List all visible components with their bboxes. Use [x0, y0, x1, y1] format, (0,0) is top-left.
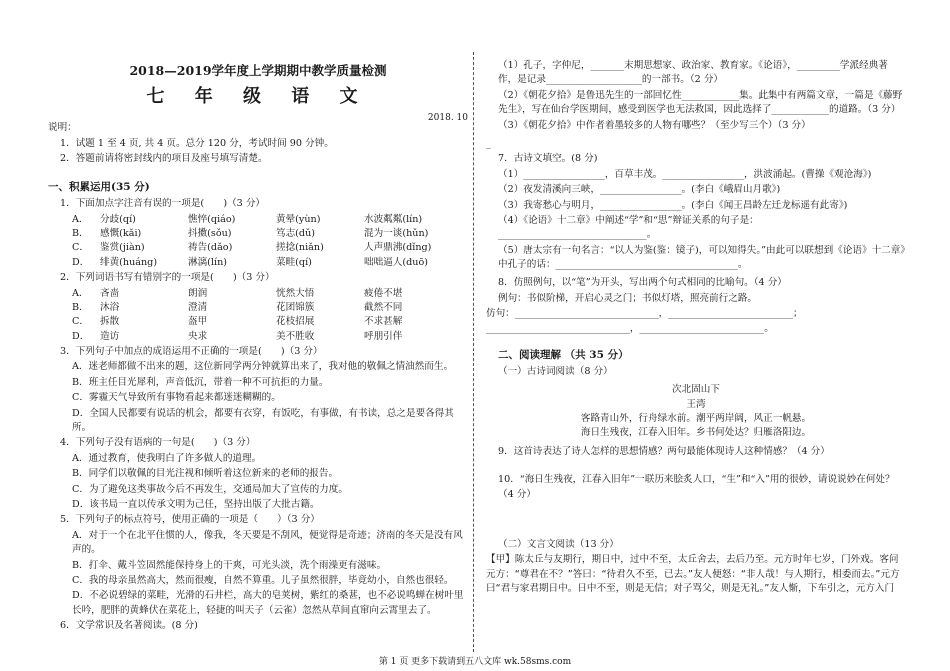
right-column [486, 58, 906, 597]
poem-line: 海日生残夜，江春入旧年。乡书何处达？归雁洛阳边。 [580, 427, 812, 439]
q7-item-3: （3）我寄愁心与明月，_________________。(李白《闻王昌龄左迁龙标遥有此寄》) [498, 199, 848, 211]
question-stem: 5．下列句子的标点符号，使用正确的一项是（ ）（3 分） [60, 514, 320, 526]
option-row [48, 256, 468, 270]
question-stem: 1．下面加点字注音有误的一项是( )（3 分） [60, 198, 266, 210]
option-letter: D． [72, 256, 90, 268]
q7-item-2: （2）夜发清溪向三峡，_________________。(李白《峨眉山月歌》) [498, 184, 781, 196]
option-letter: D． [72, 330, 90, 342]
poem-title: 次北固山下 [672, 384, 720, 396]
option-word: 盔甲 [188, 316, 208, 328]
subsection-title: （二）文言文阅读（13 分） [498, 538, 619, 550]
option-letter: A． [72, 287, 89, 299]
option-row [48, 330, 468, 344]
q7-item-5: （5）唐太宗有一句名言：“以人为鉴(鉴：镜子)，可以知得失。”由此可以联想到《论语》十二章》中孔子的话：______________________________________。 [498, 244, 906, 271]
q7-item-1: （1）_________________，百草丰茂。_________________，洪波涌起。(曹操《观沧海》) [498, 168, 872, 180]
option-word: 笃志(dǔ) [276, 227, 315, 239]
poem-line: 客路青山外，行舟绿水前。潮平两岸阔，风正一帆悬。 [580, 412, 812, 424]
option-letter: B． [72, 301, 89, 313]
option-row [48, 227, 468, 241]
imitation-answer: 仿句：______________________________，__________________________；______________________________，__________________________。 [486, 308, 803, 334]
option-text: A．通过教育，使我明白了许多做人的道理。 [72, 452, 262, 464]
option-word: 疲倦不堪 [364, 287, 403, 299]
option-word: 水波粼粼(lín) [364, 213, 423, 225]
exam-date: 2018. 10 [427, 112, 468, 123]
option-word: 人声鼎沸(dǐng) [364, 242, 432, 254]
option-word: 朗润 [188, 287, 208, 299]
option-word: 恍然大悟 [276, 287, 315, 299]
left-column [48, 48, 468, 635]
page-footer: 第 1 页 更多下载请到五八文库 wk.58sms.com [378, 657, 572, 667]
question-stem: 9．这首诗表达了诗人怎样的思想情感？两句最能体现诗人这种情感？（4 分） [498, 445, 830, 457]
option-row [48, 315, 468, 329]
q6-item-1: （1）孔子，字仲尼，_______末期思想家、政治家、教育家。《论语》，_________学派经典著作，是记录____________________的一部书。（2 分） [498, 60, 888, 86]
option-word: 绯黄(huáng) [100, 256, 158, 268]
option-word: 呼朋引伴 [364, 330, 403, 342]
option-word: 央求 [188, 330, 208, 342]
option-word: 菜畦(qí) [276, 256, 312, 268]
question-stem: 8．仿照例句，以“笔”为开头，写出两个句式相同的比喻句。（4 分） [498, 277, 787, 289]
section-title: 一、积累运用(35 分) [48, 181, 150, 194]
option-word: 抖擞(sǒu) [188, 227, 232, 239]
option-text: D．不必说碧绿的菜畦，光滑的石井栏，高大的皂荚树，紫红的桑葚，也不必说鸣蝉在树叶里长吟，肥胖的黄蜂伏在菜花上，轻捷的叫天子（云雀）忽然从草间直窜向云霄里去了。 [72, 590, 464, 616]
question-stem: 6．文学常识及名著阅读。(8 分) [60, 620, 198, 632]
option-text: C．雾霾天气导致所有事物看起来都迷迷糊糊的。 [72, 392, 281, 404]
option-text: C．为了避免这类事故今后不再发生，交通局加大了宣传的力度。 [72, 483, 348, 495]
option-word: 澄清 [188, 301, 208, 313]
option-word: 美不胜收 [276, 330, 315, 342]
instruction-1: 1．试题 1 至 4 页, 共 4 页。总分 120 分，考试时间 90 分钟。 [60, 137, 334, 149]
question-stem: 3．下列句子中加点的成语运用不正确的一项是( )（3 分） [60, 346, 323, 358]
option-text: B．班主任目光犀利，声音低沉，带着一种不可抗拒的力量。 [72, 376, 329, 388]
option-text: B．同学们以敬佩的目光注视和倾听着这位新来的老师的报告。 [72, 468, 339, 480]
option-letter: C． [72, 242, 89, 254]
instruction-2: 2．答题前请将密封线内的项目及座号填写清楚。 [60, 153, 268, 165]
question-stem: 10．“海日生残夜，江春入旧年”一联历来脍炙人口，“生”和“入”用的很妙，请说说妙在何处？（4 分） [498, 474, 895, 500]
question-stem: 2．下列词语书写有错别字的一项是( )（3 分） [60, 272, 275, 284]
option-text: B．打伞、戴斗笠固然能保持身上的干爽，可光头淡，洗个雨澡更有滋味。 [72, 559, 387, 571]
option-row [48, 241, 468, 255]
option-row [48, 301, 468, 315]
option-word: 鉴赏(jiàn) [100, 242, 145, 254]
option-word: 花团锦簇 [276, 301, 315, 313]
classical-passage: 【甲】陈太丘与友期行，期日中，过中不至，太丘舍去，去后乃至。元方时年七岁，门外戏。客问元方：“尊君在不？”答曰：“待君久不至，已去。”友人便怒：“非人哉！与人期行，相委而去。”元方曰“君与家君期日中。日中不至，则是无信；对子骂父，则是无礼。”友人惭，下车引之，元方入门 [486, 554, 900, 595]
exam-title: 2018—2019学年度上学期期中教学质量检测 [129, 63, 387, 78]
column-divider [473, 52, 474, 652]
option-word: 截然不同 [364, 301, 403, 313]
option-word: 造访 [100, 330, 120, 342]
question-stem: 7．古诗文填空。(8 分) [498, 153, 598, 165]
option-word: 搓捻(niǎn) [276, 242, 324, 254]
option-text: A．迷老师都做不出来的题，这位新同学两分钟就算出来了，我对他的敬佩之情油然而生。 [72, 361, 454, 373]
option-word: 黄晕(yùn) [276, 213, 321, 225]
option-word: 淋漓(lín) [188, 256, 227, 268]
question-stem: 4．下列句子没有语病的一句是( )（3 分） [60, 437, 256, 449]
option-word: 感慨(kǎi) [100, 227, 142, 239]
option-letter: C． [72, 316, 89, 328]
option-word: 憔悴(qiáo) [188, 213, 236, 225]
option-word: 祷告(dǎo) [188, 242, 233, 254]
example-sentence: 例句：书似阶梯，开启心灵之门；书似灯塔，照亮前行之路。 [498, 292, 758, 304]
option-row [48, 287, 468, 301]
option-word: 吝啬 [100, 287, 120, 299]
option-letter: A． [72, 213, 89, 225]
option-text: D．全国人民都要有说话的机会，都要有衣穿，有饭吃，有事做，有书读，总之是要各得其所。 [72, 407, 454, 434]
exam-subject: 七 年 级 语 文 [146, 85, 370, 107]
subsection-title: （一）古诗词阅读（8 分） [498, 365, 613, 377]
option-word: 咄咄逼人(duō) [364, 256, 428, 268]
option-text: D．该书局一直以传承文明为己任，坚持出版了大批古籍。 [72, 498, 320, 510]
option-word: 沐浴 [100, 301, 120, 313]
option-word: 拆散 [100, 316, 120, 328]
q7-item-4: （4）《论语》十二章》中阐述“学”和“思”辩证关系的句子是：_______________________________。 [498, 214, 759, 241]
option-word: 花枝招展 [276, 316, 315, 328]
option-word: 混为一谈(hǔn) [364, 227, 429, 239]
instructions-label: 说明： [48, 122, 77, 134]
q6-item-3: （3）《朝花夕拾》中作者着墨较多的人物有哪些？（至少写三个）（3 分） [498, 119, 811, 131]
poem-author: 王湾 [686, 398, 706, 410]
section-title: 二、阅读理解 （共 35 分） [498, 349, 629, 362]
option-letter: B． [72, 227, 89, 239]
option-row [48, 213, 468, 227]
answer-blank: _ [486, 137, 491, 149]
q6-item-2: （2）《朝花夕拾》是鲁迅先生的一部回忆性____________集。此集中有两篇文章，一篇是《藤野先生》，写在仙台学医期间，感受到医学也无法救国，因此选择了____________的道路。（3 分） [498, 89, 903, 116]
option-text: C．我的母亲虽然高大，然而很瘦，自然不算重。儿子虽然很胖，毕竟幼小，自然也很轻。 [72, 574, 454, 586]
option-text: A．对于一个在北平住惯的人，像我，冬天要是不刮风，便觉得是奇迹；济南的冬天是没有风声的。 [72, 529, 463, 556]
option-word: 分歧(qí) [100, 213, 136, 225]
option-word: 不求甚解 [364, 316, 403, 328]
